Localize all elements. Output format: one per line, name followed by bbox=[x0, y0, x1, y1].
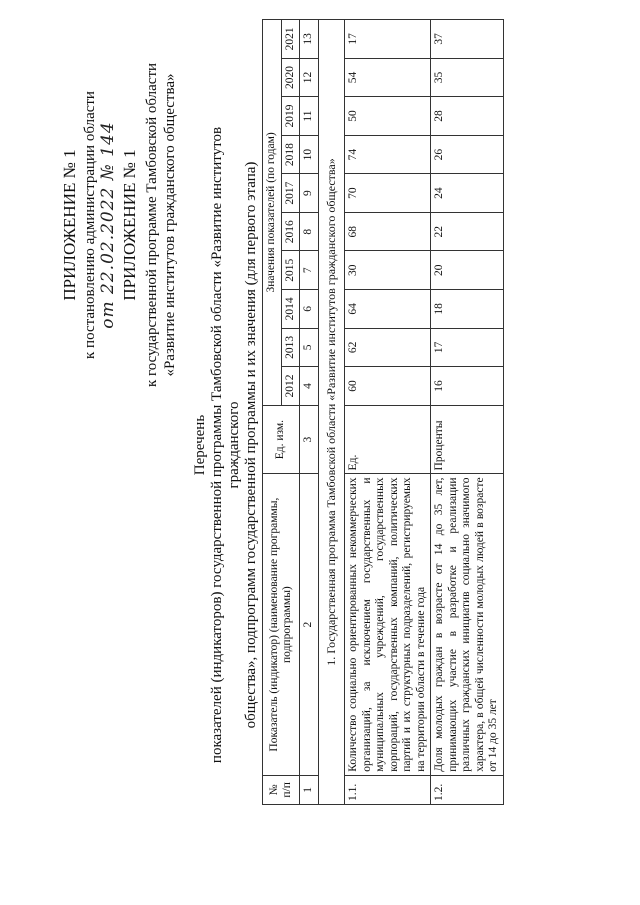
column-index: 7 bbox=[300, 251, 319, 290]
row-number: 1.1. bbox=[345, 775, 431, 804]
row-number: 1.2. bbox=[431, 775, 504, 804]
row-value: 16 bbox=[431, 367, 504, 406]
column-index: 3 bbox=[300, 405, 319, 474]
appendix2-subtitle-1: к государственной программе Тамбовской области bbox=[144, 62, 160, 388]
section-row bbox=[318, 20, 345, 805]
row-value: 26 bbox=[431, 135, 504, 174]
table-header-row-1 bbox=[263, 20, 282, 805]
column-index: 6 bbox=[300, 290, 319, 329]
appendix1-handwritten-date: от 22.02.2022 № 144 bbox=[98, 121, 118, 329]
column-index: 12 bbox=[300, 58, 319, 97]
row-unit: Проценты bbox=[431, 405, 504, 474]
column-index: 5 bbox=[300, 328, 319, 367]
year-header: 2020 bbox=[281, 58, 300, 97]
indicators-table bbox=[262, 19, 504, 805]
row-value: 20 bbox=[431, 251, 504, 290]
appendix1-subtitle: к постановлению администрации области bbox=[82, 91, 98, 359]
section-title: 1. Государственная программа Тамбовской области «Развитие институтов гражданского общества» bbox=[318, 20, 345, 805]
column-index: 10 bbox=[300, 135, 319, 174]
row-unit: Ед. bbox=[345, 405, 431, 474]
row-value: 28 bbox=[431, 97, 504, 136]
column-index: 8 bbox=[300, 212, 319, 251]
year-header: 2021 bbox=[281, 20, 300, 59]
year-header: 2018 bbox=[281, 135, 300, 174]
row-value: 74 bbox=[345, 135, 431, 174]
row-value: 64 bbox=[345, 290, 431, 329]
appendix1-title: ПРИЛОЖЕНИЕ № 1 bbox=[60, 149, 79, 301]
column-index: 1 bbox=[300, 775, 319, 804]
column-index: 11 bbox=[300, 97, 319, 136]
row-value: 50 bbox=[345, 97, 431, 136]
year-header: 2016 bbox=[281, 212, 300, 251]
row-indicator-text: Количество социально ориентированных некоммерческих организаций, за исключением государственных и муниципальных учреждений, государственных корпораций, государственных компаний, политических партий и их структурных подразделений, регистрируемых на территории области в течение года bbox=[345, 474, 431, 775]
column-index: 2 bbox=[300, 474, 319, 775]
appendix2-title: ПРИЛОЖЕНИЕ № 1 bbox=[120, 149, 139, 301]
appendix2-subtitle-2: «Развитие институтов гражданского общества» bbox=[162, 73, 178, 377]
table-row bbox=[431, 20, 504, 805]
header-values: Значения показателей (по годам) bbox=[263, 20, 282, 406]
row-value: 37 bbox=[431, 20, 504, 59]
column-index: 13 bbox=[300, 20, 319, 59]
header-indicator: Показатель (индикатор) (наименование программы, подпрограммы) bbox=[263, 474, 300, 775]
year-header: 2017 bbox=[281, 174, 300, 213]
row-value: 22 bbox=[431, 212, 504, 251]
year-header: 2014 bbox=[281, 290, 300, 329]
row-value: 68 bbox=[345, 212, 431, 251]
row-indicator-text: Доля молодых граждан в возрасте от 14 до 35 лет, принимающих участие в разработке и реализации различных гражданских инициатив социально значимого характера, в общей численности молодых людей в возрасте от 14 до 35 лет bbox=[431, 474, 504, 775]
year-header: 2019 bbox=[281, 97, 300, 136]
document-title bbox=[192, 85, 260, 805]
row-value: 35 bbox=[431, 58, 504, 97]
column-index: 9 bbox=[300, 174, 319, 213]
year-header: 2013 bbox=[281, 328, 300, 367]
row-value: 60 bbox=[345, 367, 431, 406]
row-value: 17 bbox=[431, 328, 504, 367]
row-value: 17 bbox=[345, 20, 431, 59]
header-num: № п/п bbox=[263, 775, 300, 804]
year-header: 2015 bbox=[281, 251, 300, 290]
row-value: 54 bbox=[345, 58, 431, 97]
column-index-row bbox=[300, 20, 319, 805]
header-unit: Ед. изм. bbox=[263, 405, 300, 474]
year-header: 2012 bbox=[281, 367, 300, 406]
column-index: 4 bbox=[300, 367, 319, 406]
table-row bbox=[345, 20, 431, 805]
title-line-3: общества», подпрограмм государственной программы и их значения (для первого этапа) bbox=[243, 161, 259, 729]
row-value: 30 bbox=[345, 251, 431, 290]
title-line-2: показателей (индикаторов) государственной программы Тамбовской области «Развитие институтов гражданского bbox=[209, 126, 242, 764]
row-value: 24 bbox=[431, 174, 504, 213]
row-value: 18 bbox=[431, 290, 504, 329]
row-value: 62 bbox=[345, 328, 431, 367]
title-line-1: Перечень bbox=[192, 414, 208, 476]
row-value: 70 bbox=[345, 174, 431, 213]
